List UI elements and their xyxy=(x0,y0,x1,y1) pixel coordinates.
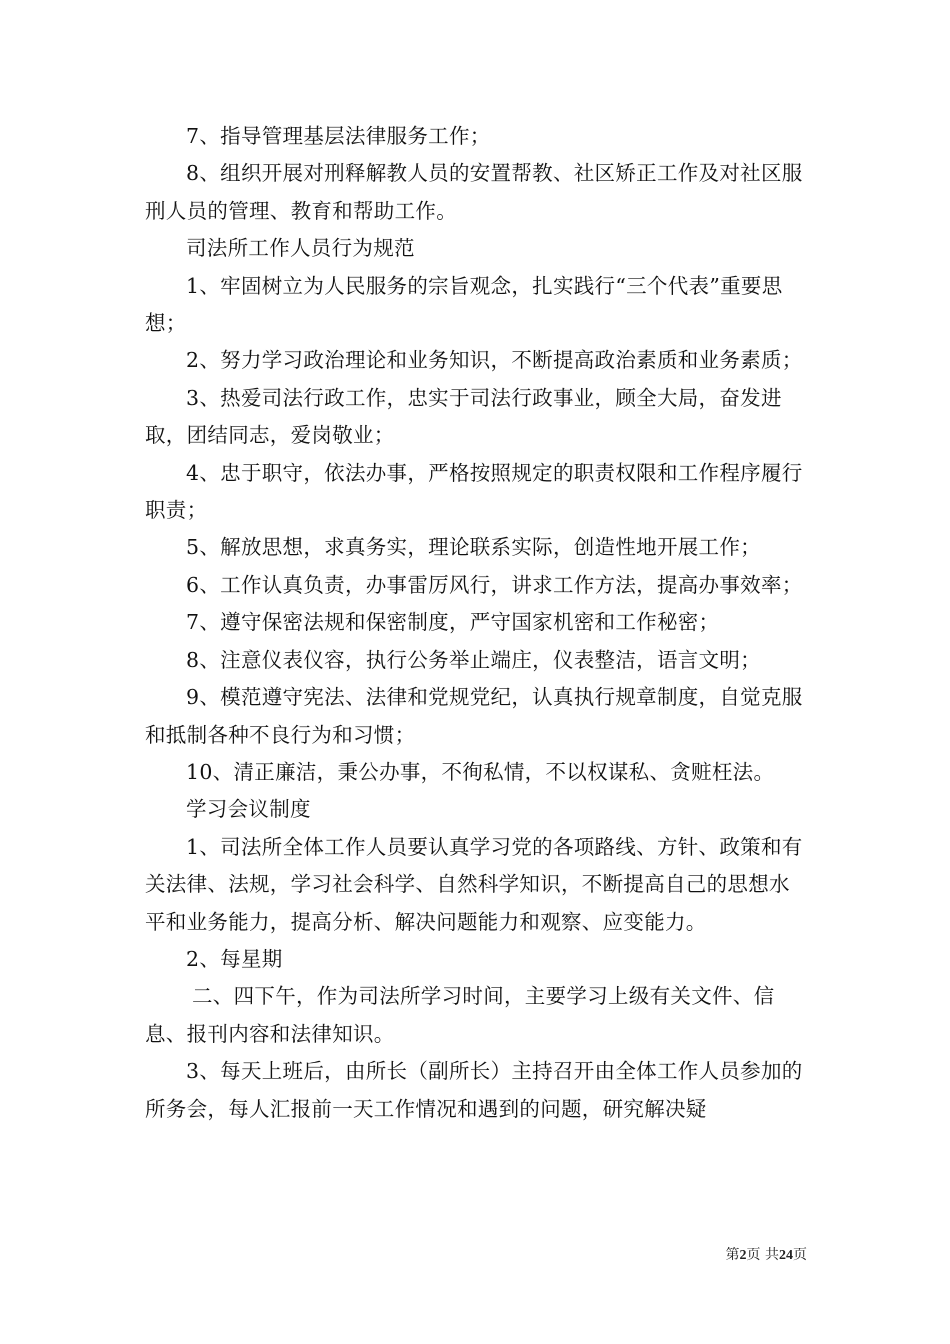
total-page-count: 24 xyxy=(779,1248,793,1263)
paragraph: 3、热爱司法行政工作，忠实于司法行政事业，顾全大局，奋发进取，团结同志，爱岗敬业； xyxy=(145,385,782,448)
paragraph: 5、解放思想，求真务实，理论联系实际，创造性地开展工作； xyxy=(186,535,761,560)
paragraph: 7、指导管理基层法律服务工作； xyxy=(186,124,491,148)
footer-suffix: 页 xyxy=(793,1247,807,1263)
paragraph: 3、每天上班后，由所长（副所长）主持召开由全体工作人员参加的所务会，每人汇报前一天工作情况和遇到的问题，研究解决疑 xyxy=(145,1059,803,1121)
paragraph: 2、每星期 xyxy=(186,946,283,971)
paragraph: 7、遵守保密法规和保密制度，严守国家机密和工作秘密； xyxy=(186,610,720,635)
paragraph: 1、司法所全体工作人员要认真学习党的各项路线、方针、政策和有关法律、法规，学习社会科学、自然科学知识，不断提高自己的思想水平和业务能力，提高分析、解决问题能力和观察、应变能力。 xyxy=(145,834,803,934)
footer-middle: 页 共 xyxy=(746,1247,779,1263)
current-page-number: 2 xyxy=(739,1248,747,1263)
paragraph: 4、忠于职守，依法办事，严格按照规定的职责权限和工作程序履行职责； xyxy=(145,460,803,523)
page-footer xyxy=(0,1246,807,1265)
paragraph: 2、努力学习政治理论和业务知识，不断提高政治素质和业务素质； xyxy=(186,348,803,373)
paragraph: 9、模范遵守宪法、法律和党规党纪，认真执行规章制度，自觉克服和抵制各种不良行为和习惯； xyxy=(145,685,803,747)
paragraph: 8、注意仪表仪容，执行公务举止端庄，仪表整洁，语言文明； xyxy=(186,647,761,672)
paragraph: 二、四下午，作为司法所学习时间，主要学习上级有关文件、信息、报刊内容和法律知识。 xyxy=(145,984,775,1046)
section-heading: 司法所工作人员行为规范 xyxy=(186,236,415,261)
paragraph: 8、组织开展对刑释解教人员的安置帮教、社区矫正工作及对社区服刑人员的管理、教育和帮助工作。 xyxy=(145,161,803,223)
paragraph: 1、牢固树立为人民服务的宗旨观念，扎实践行“三个代表”重要思想； xyxy=(145,273,783,336)
footer-prefix: 第 xyxy=(725,1247,740,1263)
paragraph: 10、清正廉洁，秉公办事，不徇私情，不以权谋私、贪赃枉法。 xyxy=(186,759,775,784)
paragraph: 6、工作认真负责，办事雷厉风行，讲求工作方法，提高办事效率； xyxy=(186,572,803,597)
section-heading: 学习会议制度 xyxy=(186,797,311,822)
document-body xyxy=(145,118,810,1128)
